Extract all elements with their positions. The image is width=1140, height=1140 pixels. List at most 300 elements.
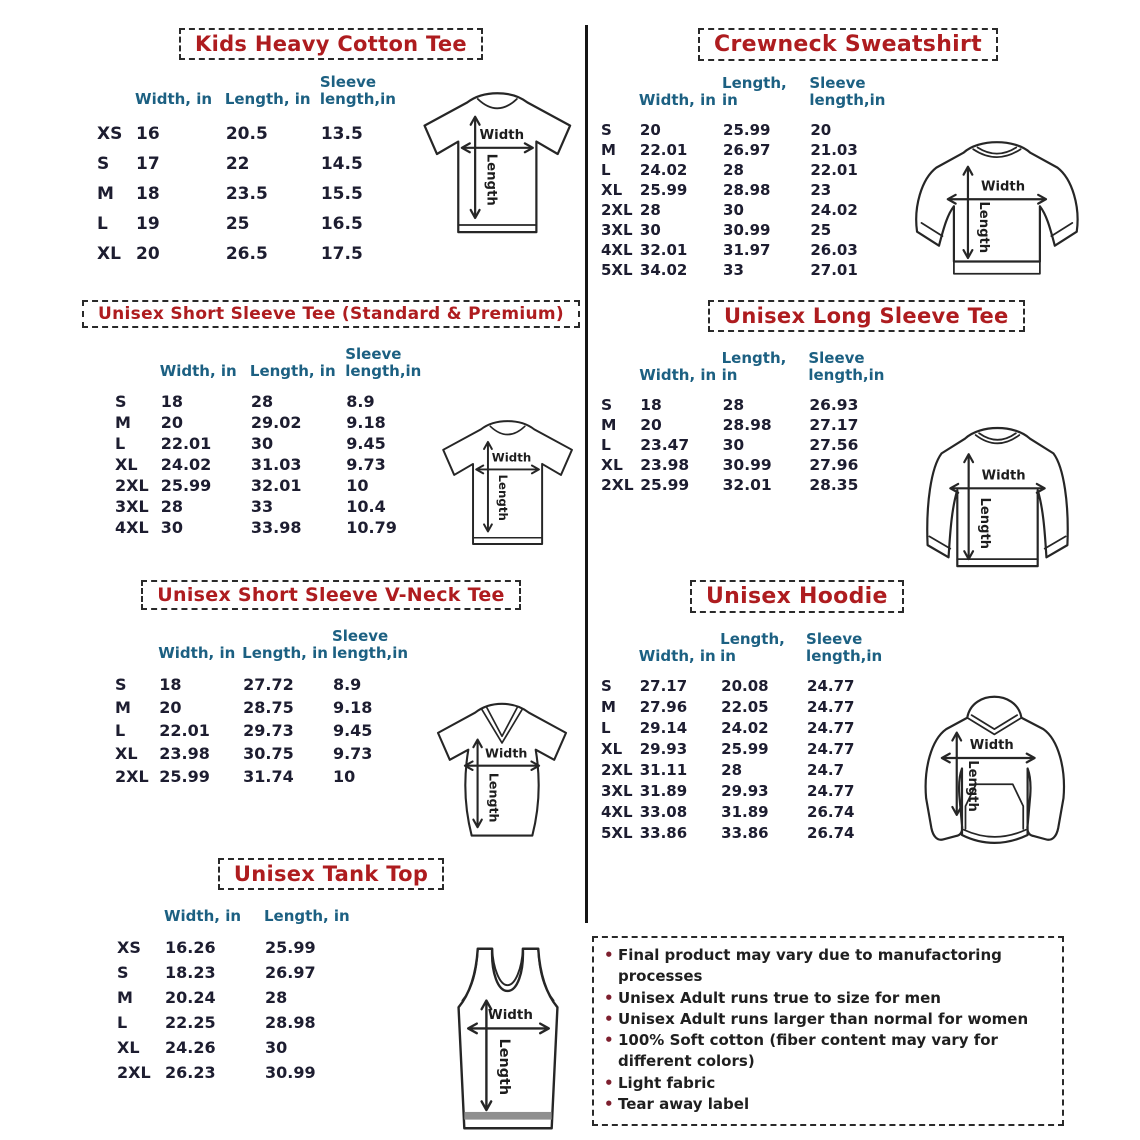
table-row	[96, 179, 407, 209]
note-item: • Final product may vary due to manufactoring processes	[604, 945, 1052, 988]
measurement-value: 24.02	[160, 454, 212, 474]
header-row	[600, 631, 892, 676]
measurement-value: 28	[723, 160, 744, 179]
measurement-value: 21.03	[810, 140, 858, 159]
measurement-value: 28.35	[809, 475, 859, 494]
measurement-value: 24.77	[807, 719, 855, 737]
size-label: XL	[601, 180, 623, 199]
tee-illustration	[433, 406, 582, 558]
header-row	[96, 74, 407, 119]
measurement-value: 26.93	[809, 395, 859, 414]
measurement-value: 13.5	[320, 123, 363, 144]
size-label: S	[115, 391, 127, 411]
size-label: 3XL	[115, 496, 149, 516]
table-row	[600, 435, 895, 455]
table-row	[600, 220, 896, 240]
measurement-value: 28	[160, 496, 183, 516]
table-row	[96, 149, 407, 179]
measurement-value: 30	[722, 435, 745, 454]
section-crewneck-sweatshirt	[598, 28, 1098, 293]
measurement-value: 33	[723, 260, 744, 279]
column-header-length: Length, in	[722, 74, 787, 110]
measurement-value: 30	[250, 433, 274, 453]
section-unisex-long-sleeve-tee	[598, 300, 1098, 585]
measurement-value: 22.01	[639, 140, 688, 159]
table-row	[114, 719, 418, 742]
table-row	[116, 935, 368, 960]
section-unisex-short-sleeve-tee	[80, 300, 582, 558]
measurement-value: 15.5	[320, 183, 363, 204]
size-label: XL	[115, 743, 138, 763]
measurement-value: 29.14	[639, 719, 688, 737]
measurement-value: 31.03	[250, 454, 302, 474]
measurement-value: 20	[640, 415, 662, 434]
measurement-value: 28	[250, 391, 274, 411]
measurement-value: 26.03	[810, 240, 858, 259]
measurement-value: 24.26	[165, 1038, 216, 1058]
column-header-size	[600, 350, 639, 395]
table-row	[600, 802, 892, 823]
measurement-value: 9.45	[332, 720, 373, 740]
measurement-value: 34.02	[639, 260, 688, 279]
tee-illustration	[413, 76, 582, 248]
measurement-value: 18	[136, 183, 160, 204]
measurement-value: 17.5	[320, 243, 363, 264]
size-label: L	[601, 435, 611, 454]
column-header-size	[600, 75, 639, 120]
column-header-width: Width, in	[158, 644, 236, 663]
measurement-value: 9.18	[332, 697, 373, 717]
measurement-value: 27.17	[639, 677, 688, 695]
measurement-value: 28	[639, 200, 661, 219]
size-label: 2XL	[601, 200, 633, 219]
measurement-value: 23.5	[225, 183, 268, 204]
table-row	[114, 433, 433, 454]
size-label: 2XL	[115, 766, 149, 786]
measurement-value: 8.9	[332, 674, 362, 694]
measurement-value: 9.73	[332, 743, 373, 763]
size-label: L	[115, 433, 126, 453]
table-row	[114, 412, 433, 433]
section-title	[708, 300, 1025, 332]
measurement-value: 33.08	[639, 803, 688, 821]
section-title-text: Crewneck Sweatshirt	[714, 32, 982, 57]
length-label: Length	[976, 497, 992, 550]
measurement-value: 16.5	[320, 213, 363, 234]
column-header-size	[114, 628, 158, 673]
length-label: Length	[495, 474, 510, 521]
measurement-value: 29.93	[639, 740, 688, 758]
size-label: XL	[115, 454, 138, 474]
measurement-value: 27.17	[809, 415, 859, 434]
long-sleeve-tee-illustration	[897, 410, 1098, 585]
measurement-value: 18	[160, 391, 183, 411]
product-notes-box	[592, 936, 1064, 1126]
measurement-value: 25	[810, 220, 832, 239]
measurement-value: 27.96	[809, 455, 859, 474]
measurement-value: 25.99	[640, 475, 690, 494]
size-label: L	[117, 1013, 128, 1033]
column-header-sleeve: Sleeve length,in	[331, 627, 409, 663]
measurement-value: 18.23	[165, 963, 216, 983]
measurement-value: 20.24	[165, 988, 216, 1008]
table-row	[600, 823, 892, 844]
size-label: S	[115, 674, 127, 694]
measurement-value: 18	[159, 674, 182, 694]
note-item: • Unisex Adult runs larger than normal for women	[604, 1009, 1052, 1030]
measurement-value: 31.89	[721, 803, 769, 821]
width-label: Width	[479, 127, 525, 143]
measurement-value: 24.77	[807, 677, 855, 695]
measurement-value: 23	[810, 180, 832, 199]
size-label: L	[115, 720, 126, 740]
measurement-value: 31.97	[723, 240, 771, 259]
measurement-value: 26.97	[265, 963, 316, 983]
table-row	[114, 742, 418, 765]
measurement-value: 29.02	[250, 412, 302, 432]
measurement-value: 9.45	[346, 433, 386, 453]
note-item: • Tear away label	[604, 1094, 1052, 1115]
size-label: S	[601, 395, 613, 414]
measurement-value: 10.4	[346, 496, 386, 516]
table-row	[116, 960, 368, 985]
header-row	[600, 350, 895, 395]
size-label: 3XL	[601, 220, 633, 239]
size-table	[600, 631, 892, 844]
note-item: • Light fabric	[604, 1073, 1052, 1094]
size-table	[96, 74, 407, 269]
measurement-value: 25.99	[160, 475, 212, 495]
measurement-value: 25.99	[723, 120, 771, 139]
section-title	[179, 28, 483, 60]
measurement-value: 28	[722, 395, 745, 414]
measurement-value: 22	[225, 153, 250, 174]
section-title	[82, 300, 580, 328]
length-label: Length	[495, 1038, 512, 1096]
measurement-value: 22.01	[810, 160, 858, 179]
size-label: XL	[601, 740, 623, 758]
size-label: L	[601, 160, 611, 179]
measurement-value: 33.98	[250, 517, 302, 537]
column-header-sleeve: Sleeve length,in	[808, 349, 885, 385]
column-header-length: Length, in	[720, 630, 785, 666]
column-header-length: Length, in	[249, 362, 336, 381]
measurement-value: 32.01	[722, 475, 772, 494]
measurement-value: 22.05	[721, 698, 769, 716]
measurement-value: 9.73	[346, 454, 386, 474]
size-label: 2XL	[601, 761, 633, 779]
measurement-value: 26.23	[165, 1063, 216, 1083]
size-label: S	[117, 963, 129, 983]
header-row	[116, 908, 368, 935]
measurement-value: 17	[136, 153, 160, 174]
size-label: S	[601, 677, 612, 695]
size-label: S	[97, 153, 110, 174]
section-title	[698, 28, 998, 61]
measurement-value: 30	[639, 220, 661, 239]
measurement-value: 28.75	[243, 697, 294, 717]
width-label: Width	[485, 745, 528, 761]
header-row	[114, 346, 433, 391]
measurement-value: 25.99	[721, 740, 769, 758]
measurement-value: 30	[265, 1038, 288, 1058]
size-label: XS	[97, 123, 123, 144]
measurement-value: 26.74	[807, 824, 855, 842]
measurement-value: 23.98	[640, 455, 690, 474]
measurement-value: 10.79	[346, 517, 397, 537]
column-header-sleeve: Sleeve length,in	[345, 345, 422, 381]
measurement-value: 29.73	[243, 720, 294, 740]
column-header-length: Length, in	[242, 644, 328, 663]
section-title	[690, 580, 904, 613]
measurement-value: 23.98	[159, 743, 210, 763]
measurement-value: 20	[136, 243, 160, 264]
column-header-width: Width, in	[639, 366, 717, 385]
header-row	[600, 75, 896, 120]
measurement-value: 30.99	[265, 1063, 316, 1083]
measurement-value: 24.7	[807, 761, 845, 779]
header-row	[114, 628, 418, 673]
section-title	[141, 580, 520, 610]
measurement-value: 16	[136, 123, 160, 144]
table-row	[600, 676, 892, 697]
measurement-value: 14.5	[320, 153, 363, 174]
measurement-value: 27.56	[809, 435, 859, 454]
size-label: M	[601, 415, 617, 434]
measurement-value: 33	[250, 496, 274, 516]
size-label: 2XL	[117, 1063, 151, 1083]
column-header-sleeve: Sleeve length,in	[319, 73, 396, 109]
measurement-value: 28	[721, 761, 743, 779]
table-row	[116, 1035, 368, 1060]
measurement-value: 20.08	[721, 677, 769, 695]
table-row	[600, 240, 896, 260]
measurement-value: 9.18	[346, 412, 386, 432]
column-header-size	[96, 74, 135, 119]
table-row	[600, 760, 892, 781]
measurement-value: 26.5	[225, 243, 268, 264]
table-row	[116, 985, 368, 1010]
section-title-text: Unisex Short Sleeve Tee (Standard & Premium)	[98, 304, 564, 324]
measurement-value: 31.11	[639, 761, 688, 779]
table-row	[600, 455, 895, 475]
size-table	[116, 908, 368, 1085]
section-unisex-v-neck-tee	[80, 580, 582, 857]
size-label: XL	[601, 455, 623, 474]
measurement-value: 25.99	[159, 766, 210, 786]
size-label: 5XL	[601, 260, 633, 279]
table-row	[600, 697, 892, 718]
size-label: M	[115, 412, 131, 432]
size-label: M	[117, 988, 133, 1008]
size-label: L	[601, 719, 611, 737]
measurement-value: 31.89	[639, 782, 688, 800]
size-label: M	[601, 698, 616, 716]
measurement-value: 28.98	[722, 415, 772, 434]
sweatshirt-illustration	[896, 123, 1098, 293]
measurement-value: 30.99	[722, 455, 772, 474]
table-row	[600, 260, 896, 280]
measurement-value: 25	[225, 213, 250, 234]
table-row	[600, 718, 892, 739]
table-row	[600, 781, 892, 802]
measurement-value: 32.01	[250, 475, 302, 495]
measurement-value: 25.99	[639, 180, 688, 199]
measurement-value: 24.77	[807, 782, 855, 800]
table-row	[600, 200, 896, 220]
length-label: Length	[483, 153, 499, 206]
size-label: 4XL	[115, 517, 149, 537]
column-header-sleeve: Sleeve length,in	[809, 74, 886, 110]
measurement-value: 24.02	[639, 160, 688, 179]
column-header-width: Width, in	[638, 647, 716, 666]
length-label: Length	[965, 760, 981, 812]
table-row	[600, 475, 895, 495]
measurement-value: 27.72	[243, 674, 294, 694]
v-neck-tee-illustration	[422, 682, 582, 857]
size-table	[114, 346, 433, 538]
table-row	[114, 496, 433, 517]
section-title-text: Unisex Long Sleeve Tee	[724, 304, 1009, 328]
measurement-value: 20	[810, 120, 832, 139]
length-label: Length	[976, 201, 992, 254]
width-label: Width	[487, 1007, 533, 1023]
width-label: Width	[491, 450, 532, 465]
size-label: XL	[97, 243, 121, 264]
measurement-value: 28.98	[265, 1013, 316, 1033]
product-notes-list	[604, 945, 1052, 1115]
column-header-sleeve: Sleeve length,in	[806, 630, 883, 666]
size-label: M	[115, 697, 131, 717]
measurement-value: 24.77	[807, 740, 855, 758]
width-label: Width	[970, 738, 1015, 754]
column-divider	[585, 25, 588, 923]
width-label: Width	[981, 468, 1026, 484]
measurement-value: 18	[640, 395, 662, 414]
table-row	[114, 475, 433, 496]
measurement-value: 27.96	[639, 698, 688, 716]
size-label: M	[601, 140, 616, 159]
column-header-width: Width, in	[164, 907, 242, 925]
width-label: Width	[981, 179, 1026, 195]
column-header-size	[116, 908, 164, 935]
measurement-value: 33.86	[721, 824, 769, 842]
size-label: XL	[117, 1038, 140, 1058]
size-label: 4XL	[601, 240, 633, 259]
table-row	[116, 1010, 368, 1035]
measurement-value: 26.74	[807, 803, 855, 821]
note-item: • Unisex Adult runs true to size for men	[604, 988, 1052, 1009]
column-header-length: Length, in	[264, 907, 350, 925]
size-label: 2XL	[115, 475, 149, 495]
length-label: Length	[486, 772, 502, 823]
size-label: 2XL	[601, 475, 634, 494]
measurement-value: 22.25	[165, 1013, 216, 1033]
hoodie-illustration	[892, 683, 1098, 875]
note-item: • 100% Soft cotton (fiber content may vary for different colors)	[604, 1030, 1052, 1073]
measurement-value: 20	[639, 120, 661, 139]
size-label: S	[601, 120, 612, 139]
measurement-value: 23.47	[640, 435, 690, 454]
measurement-value: 24.02	[810, 200, 858, 219]
table-row	[114, 673, 418, 696]
table-row	[114, 391, 433, 412]
table-row	[600, 140, 896, 160]
size-label: L	[97, 213, 108, 234]
column-header-length: Length, in	[721, 349, 787, 385]
size-label: M	[97, 183, 114, 204]
measurement-value: 16.26	[165, 938, 216, 958]
measurement-value: 27.01	[810, 260, 858, 279]
table-row	[600, 120, 896, 140]
section-unisex-hoodie	[598, 580, 1098, 875]
table-row	[96, 239, 407, 269]
measurement-value: 8.9	[346, 391, 375, 411]
measurement-value: 29.93	[721, 782, 769, 800]
table-row	[114, 765, 418, 788]
table-row	[96, 209, 407, 239]
measurement-value: 20	[160, 412, 183, 432]
table-row	[600, 180, 896, 200]
measurement-value: 30.75	[243, 743, 294, 763]
table-row	[114, 696, 418, 719]
measurement-value: 20.5	[225, 123, 268, 144]
table-row	[600, 739, 892, 760]
tank-top-illustration	[448, 940, 568, 1137]
table-row	[600, 160, 896, 180]
size-label: 3XL	[601, 782, 633, 800]
measurement-value: 30	[160, 517, 183, 537]
measurement-value: 28	[265, 988, 288, 1008]
section-title-text: Kids Heavy Cotton Tee	[195, 32, 467, 56]
section-kids-heavy-cotton-tee	[80, 28, 582, 269]
section-title	[218, 858, 444, 890]
measurement-value: 19	[136, 213, 160, 234]
table-row	[96, 119, 407, 149]
size-label: 5XL	[601, 824, 633, 842]
table-row	[116, 1060, 368, 1085]
measurement-value: 24.77	[807, 698, 855, 716]
section-title-text: Unisex Hoodie	[706, 584, 888, 609]
size-table	[600, 350, 895, 495]
size-label: 4XL	[601, 803, 633, 821]
measurement-value: 24.02	[721, 719, 769, 737]
section-title-text: Unisex Short Sleeve V-Neck Tee	[157, 584, 505, 606]
size-label: XS	[117, 938, 141, 958]
measurement-value: 22.01	[159, 720, 210, 740]
measurement-value: 33.86	[639, 824, 688, 842]
column-header-size	[114, 346, 160, 391]
measurement-value: 30.99	[723, 220, 771, 239]
section-title-text: Unisex Tank Top	[233, 862, 429, 886]
measurement-value: 31.74	[243, 766, 294, 786]
size-table	[114, 628, 418, 788]
column-header-size	[600, 631, 639, 676]
column-header-length: Length, in	[224, 90, 311, 109]
table-row	[114, 454, 433, 475]
measurement-value: 10	[346, 475, 369, 495]
measurement-value: 30	[723, 200, 744, 219]
measurement-value: 28.98	[723, 180, 771, 199]
measurement-value: 26.97	[723, 140, 771, 159]
table-row	[114, 517, 433, 538]
measurement-value: 25.99	[265, 938, 316, 958]
column-header-width: Width, in	[159, 362, 237, 381]
column-header-width: Width, in	[135, 90, 213, 109]
measurement-value: 20	[159, 697, 182, 717]
measurement-value: 22.01	[160, 433, 212, 453]
table-row	[600, 395, 895, 415]
